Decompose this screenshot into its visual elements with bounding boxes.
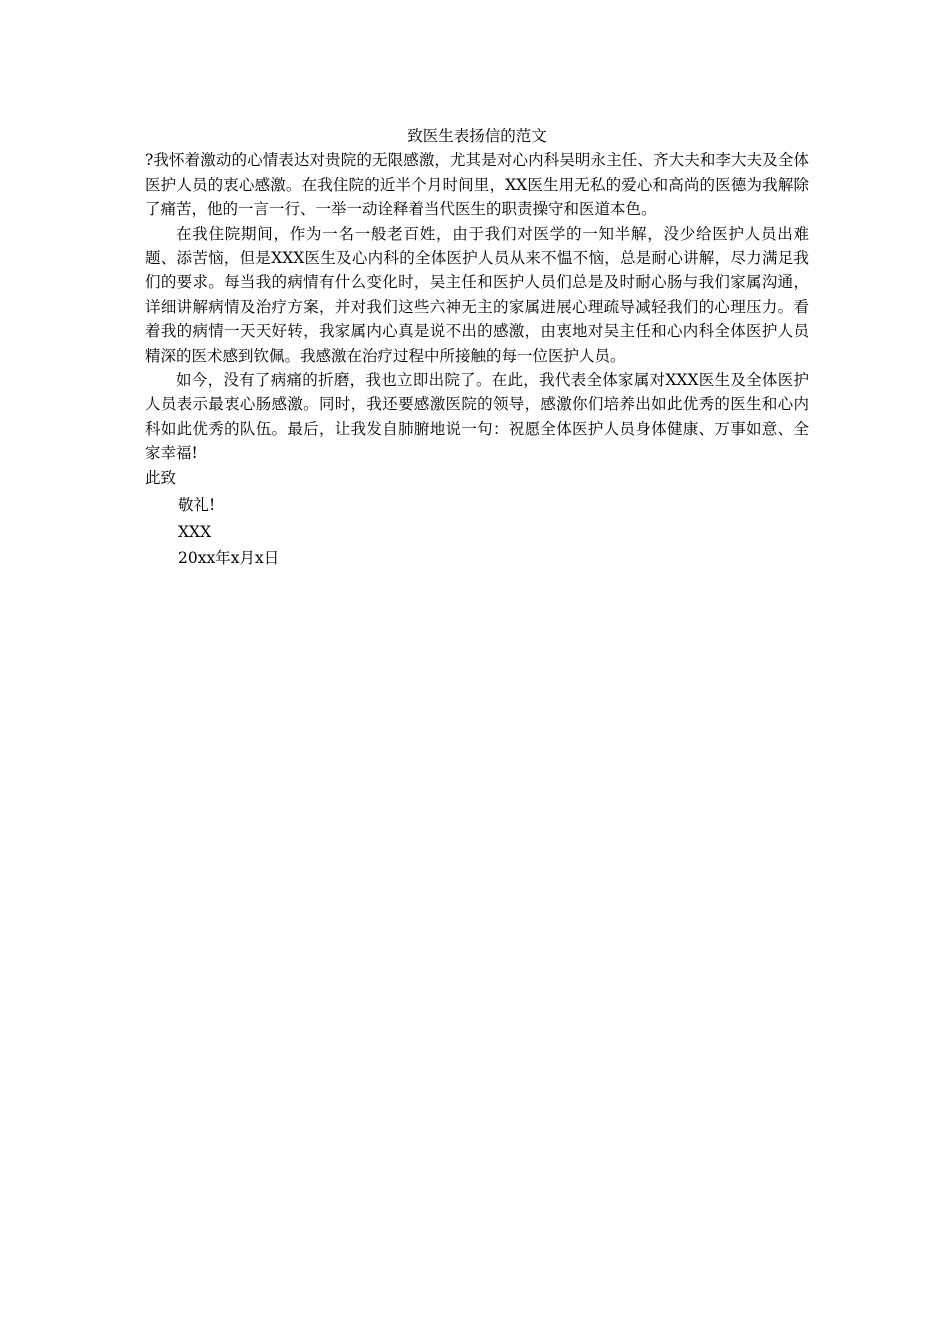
closing-line: 此致 <box>145 468 177 487</box>
letter-date: 20xx年x月x日 <box>178 549 280 568</box>
paragraph-thanks: 如今，没有了病痛的折磨，我也立即出院了。在此，我代表全体家属对XXX医生及全体医护人员表示最衷心肠感激。同时，我还要感激医院的领导，感激你们培养出如此优秀的医生和心内科如此优秀的队伍。最后，让我发自肺腑地说一句：祝愿全体医护人员身体健康、万事如意、全家幸福! <box>145 371 809 463</box>
signature-block <box>145 492 809 572</box>
signer-name: XXX <box>178 522 212 541</box>
salute-line: 敬礼! <box>178 496 216 515</box>
page-title: 致医生表扬信的范文 <box>407 127 547 145</box>
paragraph-opening: ?我怀着激动的心情表达对贵院的无限感激，尤其是对心内科吴明永主任、齐大夫和李大夫及全体医护人员的衷心感激。在我住院的近半个月时间里，XX医生用无私的爱心和高尚的医德为我解除了痛苦，他的一言一行、一举一动诠释着当代医生的职责操守和医道本色。 <box>145 151 809 219</box>
letter-body <box>145 124 809 572</box>
paragraph-hospital-stay: 在我住院期间，作为一名一般老百姓，由于我们对医学的一知半解，没少给医护人员出难题、添苦恼，但是XXX医生及心内科的全体医护人员从来不愠不恼，总是耐心讲解，尽力满足我们的要求。每当我的病情有什么变化时，吴主任和医护人员们总是及时耐心肠与我们家属沟通，详细讲解病情及治疗方案，并对我们这些六神无主的家属进展心理疏导减轻我们的心理压力。看着我的病情一天天好转，我家属内心真是说不出的感激，由衷地对吴主任和心内科全体医护人员精深的医术感到钦佩。我感激在治疗过程中所接触的每一位医护人员。 <box>145 224 809 365</box>
